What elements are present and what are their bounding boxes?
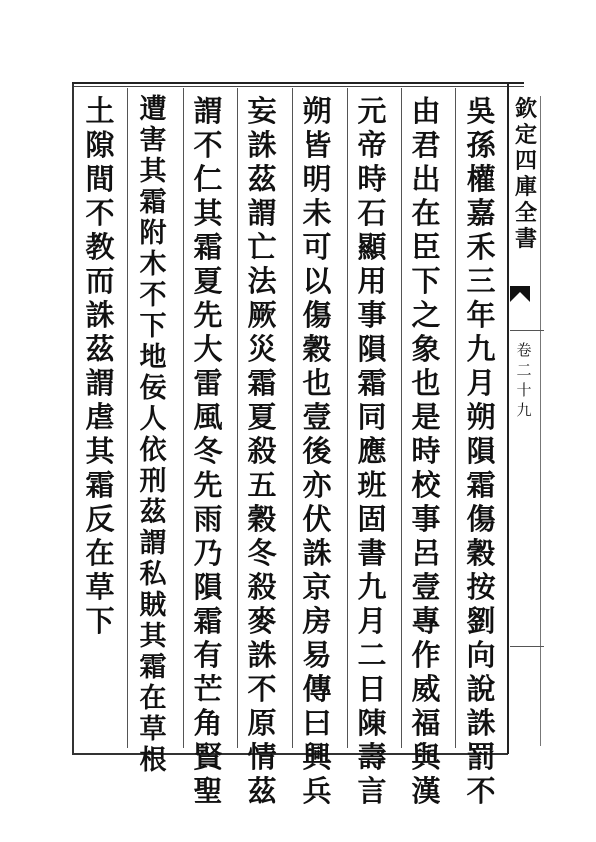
character: 霜	[85, 468, 115, 502]
margin-volume-number	[514, 340, 534, 420]
character: 草	[139, 714, 167, 745]
character: 禾	[466, 230, 496, 264]
column-rule	[401, 88, 402, 748]
character: 賊	[139, 590, 167, 621]
text-column-2	[406, 94, 446, 808]
character: 麥	[247, 604, 277, 638]
character: 帝	[357, 128, 387, 162]
character: 草	[85, 570, 115, 604]
column-rule	[455, 88, 456, 748]
character: 三	[466, 264, 496, 298]
character: 興	[302, 740, 332, 774]
character: 以	[302, 264, 332, 298]
character: 向	[466, 638, 496, 672]
character: 日	[357, 672, 387, 706]
character: 亡	[247, 230, 277, 264]
character: 在	[139, 683, 167, 714]
character: 皆	[302, 128, 332, 162]
column-rule	[347, 88, 348, 748]
character: 固	[357, 502, 387, 536]
character: 下	[139, 311, 167, 342]
character: 元	[357, 94, 387, 128]
character: 根	[139, 745, 167, 776]
character: 茲	[85, 332, 115, 366]
character: 土	[85, 94, 115, 128]
character: 冬	[247, 536, 277, 570]
character: 依	[139, 435, 167, 466]
character: 不	[466, 774, 496, 808]
character: 教	[85, 230, 115, 264]
character: 虐	[85, 400, 115, 434]
character: 穀	[466, 536, 496, 570]
character: 誅	[85, 298, 115, 332]
character: 害	[139, 125, 167, 156]
character: 言	[357, 774, 387, 808]
character: 作	[411, 638, 441, 672]
character: 私	[139, 559, 167, 590]
character: 後	[302, 434, 332, 468]
character: 劉	[466, 604, 496, 638]
text-column-5	[242, 94, 282, 808]
character: 人	[139, 404, 167, 435]
character: 臣	[411, 230, 441, 264]
character: 而	[85, 264, 115, 298]
character: 月	[466, 366, 496, 400]
character: 傷	[302, 298, 332, 332]
margin-divider	[510, 646, 544, 647]
character: 其	[139, 156, 167, 187]
character: 二	[516, 361, 532, 379]
character: 專	[411, 604, 441, 638]
character: 欽	[514, 96, 537, 122]
column-rule	[127, 88, 128, 748]
column-rule	[183, 88, 184, 748]
character: 謂	[139, 528, 167, 559]
character: 說	[466, 672, 496, 706]
character: 穀	[247, 502, 277, 536]
character: 在	[85, 536, 115, 570]
frame-right-border	[507, 84, 509, 754]
character: 應	[357, 434, 387, 468]
character: 不	[193, 128, 223, 162]
character: 隕	[466, 434, 496, 468]
character: 隕	[193, 570, 223, 604]
character: 謂	[193, 94, 223, 128]
character: 十	[516, 381, 532, 399]
character: 霜	[193, 604, 223, 638]
character: 乃	[193, 536, 223, 570]
text-column-1	[461, 94, 501, 808]
character: 先	[193, 468, 223, 502]
margin-book-title	[513, 96, 539, 252]
character: 夏	[247, 400, 277, 434]
character: 雨	[193, 502, 223, 536]
character: 伏	[302, 502, 332, 536]
character: 謂	[85, 366, 115, 400]
character: 陳	[357, 706, 387, 740]
character: 兵	[302, 774, 332, 808]
column-rule	[292, 88, 293, 748]
text-column-8	[80, 94, 120, 638]
character: 君	[411, 128, 441, 162]
character: 殺	[247, 570, 277, 604]
character: 壽	[357, 740, 387, 774]
character: 刑	[139, 466, 167, 497]
character: 誅	[247, 638, 277, 672]
character: 在	[411, 196, 441, 230]
character: 事	[357, 298, 387, 332]
character: 誅	[302, 536, 332, 570]
character: 大	[193, 332, 223, 366]
column-rule	[237, 88, 238, 748]
character: 不	[247, 672, 277, 706]
character: 時	[357, 162, 387, 196]
character: 五	[247, 468, 277, 502]
character: 石	[357, 196, 387, 230]
character: 孫	[466, 128, 496, 162]
character: 顯	[357, 230, 387, 264]
character: 朔	[466, 400, 496, 434]
character: 災	[247, 332, 277, 366]
character: 地	[139, 342, 167, 373]
character: 房	[302, 604, 332, 638]
character: 間	[85, 162, 115, 196]
character: 呂	[411, 536, 441, 570]
character: 妄	[247, 94, 277, 128]
character: 霜	[139, 187, 167, 218]
character: 庫	[514, 174, 537, 200]
character: 不	[85, 196, 115, 230]
character: 木	[139, 249, 167, 280]
character: 反	[85, 502, 115, 536]
character: 遭	[139, 94, 167, 125]
character: 九	[357, 570, 387, 604]
character: 情	[247, 740, 277, 774]
character: 隕	[357, 332, 387, 366]
character: 壹	[411, 570, 441, 604]
character: 定	[514, 122, 537, 148]
character: 卷	[516, 341, 532, 359]
character: 曰	[302, 706, 332, 740]
character: 芒	[193, 672, 223, 706]
character: 是	[411, 400, 441, 434]
character: 與	[411, 740, 441, 774]
character: 二	[357, 638, 387, 672]
character: 出	[411, 162, 441, 196]
character: 四	[514, 148, 537, 174]
text-column-4	[297, 94, 337, 808]
character: 其	[193, 196, 223, 230]
character: 亦	[302, 468, 332, 502]
character: 霜	[193, 230, 223, 264]
margin-rule	[540, 96, 541, 746]
character: 霜	[247, 366, 277, 400]
character: 由	[411, 94, 441, 128]
character: 也	[302, 366, 332, 400]
character: 其	[139, 621, 167, 652]
character: 班	[357, 468, 387, 502]
character: 威	[411, 672, 441, 706]
character: 霜	[357, 366, 387, 400]
character: 下	[411, 264, 441, 298]
character: 茲	[247, 774, 277, 808]
fishtail-mark-icon	[508, 282, 532, 310]
character: 不	[139, 280, 167, 311]
character: 風	[193, 400, 223, 434]
character: 法	[247, 264, 277, 298]
character: 書	[357, 536, 387, 570]
character: 權	[466, 162, 496, 196]
character: 傷	[466, 502, 496, 536]
character: 先	[193, 298, 223, 332]
character: 未	[302, 196, 332, 230]
character: 明	[302, 162, 332, 196]
character: 朔	[302, 94, 332, 128]
character: 下	[85, 604, 115, 638]
character: 九	[516, 401, 532, 419]
character: 同	[357, 400, 387, 434]
text-column-7	[133, 94, 173, 776]
character: 按	[466, 570, 496, 604]
character: 原	[247, 706, 277, 740]
character: 茲	[139, 497, 167, 528]
character: 嘉	[466, 196, 496, 230]
character: 之	[411, 298, 441, 332]
character: 可	[302, 230, 332, 264]
character: 月	[357, 604, 387, 638]
character: 傳	[302, 672, 332, 706]
frame-left-border	[72, 84, 74, 754]
text-column-6	[188, 94, 228, 808]
character: 誅	[466, 706, 496, 740]
character: 年	[466, 298, 496, 332]
character: 殺	[247, 434, 277, 468]
character: 仁	[193, 162, 223, 196]
character: 厥	[247, 298, 277, 332]
character: 角	[193, 706, 223, 740]
character: 賢	[193, 740, 223, 774]
character: 佞	[139, 373, 167, 404]
character: 霜	[466, 468, 496, 502]
character: 聖	[193, 774, 223, 808]
character: 附	[139, 218, 167, 249]
margin-divider	[510, 330, 544, 331]
character: 雷	[193, 366, 223, 400]
character: 也	[411, 366, 441, 400]
character: 壹	[302, 400, 332, 434]
character: 冬	[193, 434, 223, 468]
character: 罰	[466, 740, 496, 774]
character: 誅	[247, 128, 277, 162]
character: 九	[466, 332, 496, 366]
character: 用	[357, 264, 387, 298]
character: 吳	[466, 94, 496, 128]
text-column-3	[352, 94, 392, 808]
character: 穀	[302, 332, 332, 366]
character: 茲	[247, 162, 277, 196]
character: 象	[411, 332, 441, 366]
character: 京	[302, 570, 332, 604]
character: 有	[193, 638, 223, 672]
character: 時	[411, 434, 441, 468]
character: 謂	[247, 196, 277, 230]
frame-top-border	[72, 82, 524, 84]
character: 隙	[85, 128, 115, 162]
character: 校	[411, 468, 441, 502]
frame-top-inner-border	[72, 86, 524, 87]
character: 福	[411, 706, 441, 740]
character: 霜	[139, 652, 167, 683]
character: 漢	[411, 774, 441, 808]
character: 夏	[193, 264, 223, 298]
character: 易	[302, 638, 332, 672]
character: 其	[85, 434, 115, 468]
character: 全	[514, 200, 537, 226]
character: 事	[411, 502, 441, 536]
character: 書	[514, 226, 537, 252]
